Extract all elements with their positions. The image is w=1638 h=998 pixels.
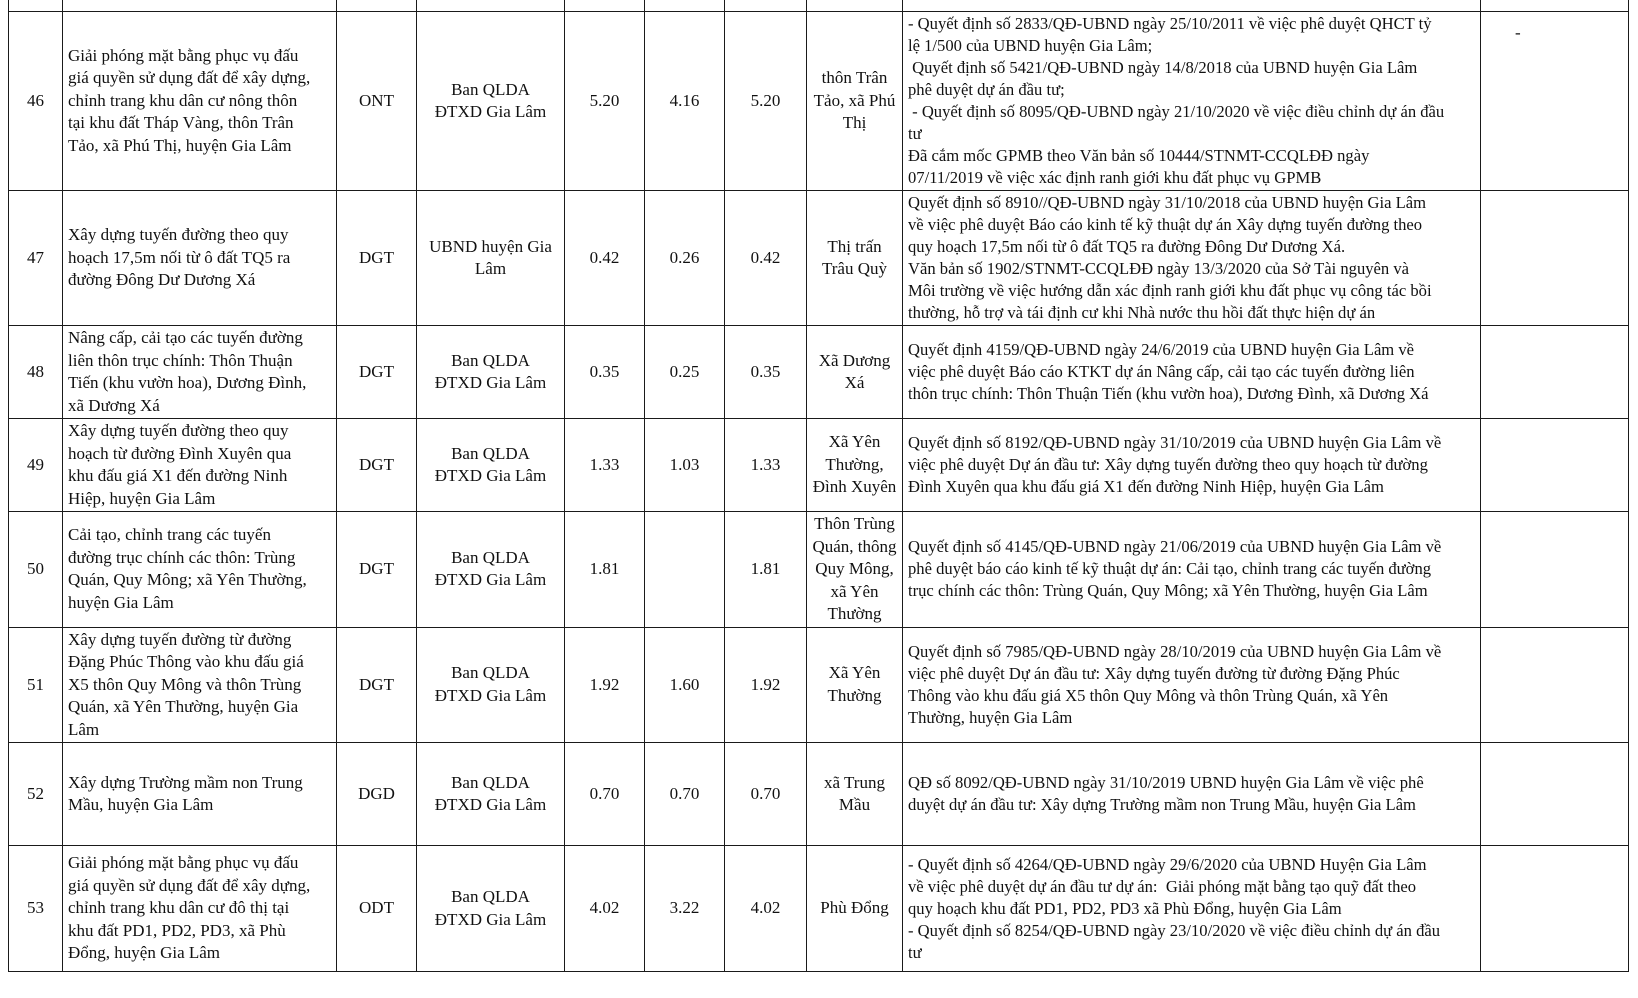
project-name-line: Quán, xã Yên Thường, huyện Gia <box>68 697 299 716</box>
location <box>807 846 903 972</box>
location <box>807 419 903 512</box>
area-total: 1.92 <box>565 627 645 743</box>
location-line: Xã Dương <box>818 350 891 370</box>
area-land <box>725 0 807 12</box>
legal-basis-line: Đình Xuyên qua khu đấu giá X1 đến đường Ninh Hiệp, huyện Gia Lâm <box>908 477 1384 496</box>
land-use-code: DGT <box>337 326 417 419</box>
legal-basis <box>903 743 1481 846</box>
location <box>807 0 903 12</box>
investor-line: ĐTXD Gia Lâm <box>434 685 547 705</box>
investor-line: ĐTXD Gia Lâm <box>434 102 547 121</box>
table-row <box>9 419 1629 512</box>
project-name-line: Đặng Phúc Thông vào khu đấu giá <box>68 652 304 671</box>
project-name-line: hoạch từ đường Đình Xuyên qua <box>68 443 292 463</box>
note <box>1481 512 1629 628</box>
document-page <box>8 0 1628 972</box>
area-total: 5.20 <box>565 12 645 191</box>
area-mid: 1.60 <box>645 627 725 743</box>
area-land: 0.70 <box>725 743 807 846</box>
area-mid <box>645 512 725 628</box>
project-name-line: Xây dựng tuyến đường theo quy <box>68 421 289 440</box>
investor <box>417 419 565 512</box>
legal-basis-line: quy hoạch 17,5m nối từ ô đất TQ5 ra đường Đông Dư Dương Xá. <box>908 237 1346 256</box>
legal-basis-line: - Quyết định số 4264/QĐ-UBND ngày 29/6/2020 của UBND Huyện Gia Lâm <box>908 854 1427 874</box>
location-line: Phù Đổng <box>820 898 889 918</box>
investor-line: ĐTXD Gia Lâm <box>434 466 547 485</box>
project-name-line: Xây dựng tuyến đường theo quy <box>68 225 289 245</box>
table-row <box>9 12 1629 191</box>
location-line: xã Yên <box>830 581 879 601</box>
project-name-line: Xây dựng tuyến đường từ đường <box>68 629 292 649</box>
area-mid: 0.26 <box>645 191 725 326</box>
project-name-line: Hiệp, huyện Gia Lâm <box>68 488 216 508</box>
area-total: 0.42 <box>565 191 645 326</box>
project-name <box>63 191 337 326</box>
location-line: Tảo, xã Phú <box>813 90 896 110</box>
legal-basis <box>903 326 1481 419</box>
legal-basis-line: việc phê duyệt Báo cáo KTKT dự án Nâng cấp, cải tạo các tuyến đường liên <box>908 362 1415 381</box>
investor <box>417 846 565 972</box>
note: - <box>1481 12 1629 191</box>
location <box>807 191 903 326</box>
project-name <box>63 512 337 628</box>
project-name <box>63 846 337 972</box>
legal-basis-line: về việc phê duyệt Báo cáo kinh tế kỹ thuật dự án Xây dựng tuyến đường theo <box>908 215 1423 234</box>
legal-basis-line: Quyết định 4159/QĐ-UBND ngày 24/6/2019 của UBND huyện Gia Lâm về <box>908 340 1415 359</box>
project-name <box>63 0 337 12</box>
investor <box>417 191 565 326</box>
area-total <box>565 0 645 12</box>
legal-basis <box>903 846 1481 972</box>
project-name <box>63 326 337 419</box>
investor-line: ĐTXD Gia Lâm <box>434 570 547 590</box>
location-line: Thị trấn <box>827 236 882 256</box>
area-total: 4.02 <box>565 846 645 972</box>
location-line: xã Trung <box>824 772 885 792</box>
note <box>1481 627 1629 743</box>
land-use-code: DGT <box>337 191 417 326</box>
investor-line: ĐTXD Gia Lâm <box>434 795 547 814</box>
table-row <box>9 191 1629 326</box>
project-name-line: Tiến (khu vườn hoa), Dương Đình, <box>68 373 307 392</box>
investor <box>417 627 565 743</box>
area-total: 0.35 <box>565 326 645 419</box>
legal-basis-line: duyệt dự án đầu tư: Xây dựng Trường mầm non Trung Mầu, huyện Gia Lâm <box>908 795 1416 814</box>
row-number: 47 <box>9 191 63 326</box>
legal-basis <box>903 191 1481 326</box>
project-name-line: liên thôn trục chính: Thôn Thuận <box>68 350 293 370</box>
project-name-line: Đổng, huyện Gia Lâm <box>68 943 221 963</box>
location-line: thôn Trân <box>821 68 888 88</box>
legal-basis-line: lệ 1/500 của UBND huyện Gia Lâm; <box>908 36 1153 55</box>
row-number: 50 <box>9 512 63 628</box>
legal-basis-line: 07/11/2019 về việc xác định ranh giới khu đất phục vụ GPMB <box>908 168 1322 187</box>
project-table <box>8 0 1629 972</box>
project-name-line: chỉnh trang khu dân cư đô thị tại <box>68 898 290 918</box>
area-mid: 0.70 <box>645 743 725 846</box>
table-row <box>9 326 1629 419</box>
investor-line: UBND huyện Gia <box>429 236 552 256</box>
legal-basis-line: - Quyết định số 2833/QĐ-UBND ngày 25/10/2011 về việc phê duyệt QHCT tỷ <box>908 14 1432 33</box>
land-use-code: DGD <box>337 743 417 846</box>
area-total: 0.70 <box>565 743 645 846</box>
legal-basis <box>903 419 1481 512</box>
row-number: 49 <box>9 419 63 512</box>
land-use-code: ONT <box>337 12 417 191</box>
table-row <box>9 846 1629 972</box>
area-mid: 1.03 <box>645 419 725 512</box>
location-line: Xã Yên <box>828 663 881 683</box>
location-line: Thôn Trùng <box>814 514 895 533</box>
note <box>1481 191 1629 326</box>
project-name-line: Cải tạo, chỉnh trang các tuyến <box>68 525 271 545</box>
project-name-line: xã Dương Xá <box>68 395 160 415</box>
investor <box>417 743 565 846</box>
location <box>807 326 903 419</box>
project-name <box>63 419 337 512</box>
investor-line: Ban QLDA <box>451 350 530 370</box>
area-total: 1.33 <box>565 419 645 512</box>
project-name <box>63 627 337 743</box>
area-mid <box>645 0 725 12</box>
project-name-line: Nâng cấp, cải tạo các tuyến đường <box>68 328 303 347</box>
area-land: 5.20 <box>725 12 807 191</box>
row-number: 51 <box>9 627 63 743</box>
legal-basis-line: Thông vào khu đấu giá X5 thôn Quy Mông và thôn Trùng Quán, xã Yên <box>908 685 1389 705</box>
project-name-line: huyện Gia Lâm <box>68 592 174 612</box>
row-number: 46 <box>9 12 63 191</box>
project-name-line: giá quyền sử dụng đất để xây dựng, <box>68 68 311 88</box>
area-land: 0.42 <box>725 191 807 326</box>
note <box>1481 743 1629 846</box>
table-body <box>9 0 1629 972</box>
investor-line: Ban QLDA <box>451 663 530 683</box>
project-name-line: Giải phóng mặt bằng phục vụ đấu <box>68 853 299 873</box>
project-name-line: Quán, Quy Mông; xã Yên Thường, <box>68 570 307 590</box>
legal-basis-line: Môi trường về việc hướng dẫn xác định ranh giới khu đất phục vụ công tác bồi <box>908 281 1432 300</box>
legal-basis-line: việc phê duyệt Dự án đầu tư: Xây dựng tuyến đường từ đường Đặng Phúc <box>908 663 1400 683</box>
area-mid: 4.16 <box>645 12 725 191</box>
location-line: Quán, thông <box>812 536 897 556</box>
project-name-line: Mầu, huyện Gia Lâm <box>68 795 214 814</box>
location-line: Đình Xuyên <box>812 477 897 497</box>
legal-basis-line: về việc phê duyệt dự án đầu tư dự án: Giải phóng mặt bằng tạo quỹ đất theo <box>908 876 1417 896</box>
area-land: 1.33 <box>725 419 807 512</box>
investor <box>417 326 565 419</box>
investor-line: ĐTXD Gia Lâm <box>434 373 547 392</box>
legal-basis-line: Quyết định số 7985/QĐ-UBND ngày 28/10/2019 của UBND huyện Gia Lâm về <box>908 641 1442 661</box>
investor-line: Ban QLDA <box>451 772 530 792</box>
note <box>1481 846 1629 972</box>
table-row <box>9 743 1629 846</box>
legal-basis-line: quy hoạch khu đất PD1, PD2, PD3 xã Phù Đổng, huyện Gia Lâm <box>908 898 1342 918</box>
area-land: 1.81 <box>725 512 807 628</box>
legal-basis-line: Quyết định số 5421/QĐ-UBND ngày 14/8/2018 của UBND huyện Gia Lâm <box>908 58 1418 77</box>
legal-basis-line: việc phê duyệt Dự án đầu tư: Xây dựng tuyến đường theo quy hoạch từ đường <box>908 455 1428 474</box>
area-mid: 3.22 <box>645 846 725 972</box>
investor-line: Ban QLDA <box>451 79 530 99</box>
legal-basis <box>903 12 1481 191</box>
location-line: Trâu Quỳ <box>821 259 888 278</box>
legal-basis-line: - Quyết định số 8254/QĐ-UBND ngày 23/10/2020 về việc điều chỉnh dự án đầu <box>908 920 1441 940</box>
project-name-line: X5 thôn Quy Mông và thôn Trùng <box>68 674 302 694</box>
legal-basis-line: phê duyệt dự án đầu tư; <box>908 80 1065 99</box>
legal-basis-line: thôn trục chính: Thôn Thuận Tiến (khu vườn hoa), Dương Đình, xã Dương Xá <box>908 384 1429 403</box>
project-name <box>63 12 337 191</box>
row-number <box>9 0 63 12</box>
location-line: Thường <box>827 604 882 623</box>
location-line: Xã Yên <box>828 432 881 452</box>
land-use-code: DGT <box>337 512 417 628</box>
land-use-code <box>337 0 417 12</box>
project-name-line: giá quyền sử dụng đất để xây dựng, <box>68 875 311 895</box>
location-line: Thường <box>827 685 882 705</box>
investor-line: Ban QLDA <box>451 887 530 906</box>
location <box>807 12 903 191</box>
location-line: Mầu <box>838 795 871 814</box>
land-use-code: ODT <box>337 846 417 972</box>
legal-basis <box>903 627 1481 743</box>
note <box>1481 326 1629 419</box>
note <box>1481 419 1629 512</box>
note <box>1481 0 1629 12</box>
table-row <box>9 512 1629 628</box>
investor <box>417 12 565 191</box>
project-name-line: chỉnh trang khu dân cư nông thôn <box>68 90 298 110</box>
investor-line: Ban QLDA <box>451 547 530 567</box>
investor-line: Ban QLDA <box>451 443 530 463</box>
legal-basis-line: QĐ số 8092/QĐ-UBND ngày 31/10/2019 UBND huyện Gia Lâm về việc phê <box>908 773 1424 792</box>
table-row <box>9 0 1629 12</box>
location-line: Thị <box>842 113 867 133</box>
location <box>807 627 903 743</box>
investor <box>417 512 565 628</box>
legal-basis-line: thường, hỗ trợ và tái định cư khi Nhà nước thu hồi đất thực hiện dự án <box>908 303 1376 322</box>
legal-basis-line: - Quyết định số 8095/QĐ-UBND ngày 21/10/2020 về việc điều chỉnh dự án đầu <box>908 102 1445 121</box>
project-name-line: hoạch 17,5m nối từ ô đất TQ5 ra <box>68 247 291 267</box>
legal-basis <box>903 0 1481 12</box>
project-name-line: khu đấu giá X1 đến đường Ninh <box>68 466 288 485</box>
project-name-line: Lâm <box>68 719 100 739</box>
land-use-code: DGT <box>337 419 417 512</box>
legal-basis-line: phê duyệt báo cáo kinh tế kỹ thuật dự án: Cải tạo, chỉnh trang các tuyến đường <box>908 559 1432 579</box>
investor-line: ĐTXD Gia Lâm <box>434 909 547 929</box>
legal-basis-line: Quyết định số 8910//QĐ-UBND ngày 31/10/2018 của UBND huyện Gia Lâm <box>908 193 1427 212</box>
legal-basis-line: Văn bản số 1902/STNMT-CCQLĐĐ ngày 13/3/2020 của Sở Tài nguyên và <box>908 259 1410 278</box>
location <box>807 512 903 628</box>
area-total: 1.81 <box>565 512 645 628</box>
row-number: 53 <box>9 846 63 972</box>
location-line: Xá <box>844 373 865 392</box>
row-number: 52 <box>9 743 63 846</box>
project-name-line: Xây dựng Trường mầm non Trung <box>68 772 303 792</box>
land-use-code: DGT <box>337 627 417 743</box>
legal-basis-line: Thường, huyện Gia Lâm <box>908 707 1073 727</box>
project-name-line: đường Đông Dư Dương Xá <box>68 270 256 290</box>
area-land: 1.92 <box>725 627 807 743</box>
area-land: 4.02 <box>725 846 807 972</box>
location <box>807 743 903 846</box>
legal-basis-line: trục chính các thôn: Trùng Quán, Quy Mông; xã Yên Thường, huyện Gia Lâm <box>908 581 1428 601</box>
legal-basis-line: Quyết định số 8192/QĐ-UBND ngày 31/10/2019 của UBND huyện Gia Lâm về <box>908 433 1442 452</box>
project-name-line: khu đất PD1, PD2, PD3, xã Phù <box>68 920 286 940</box>
project-name-line: Tảo, xã Phú Thị, huyện Gia Lâm <box>68 135 292 155</box>
location-line: Quy Mông, <box>815 559 894 578</box>
area-mid: 0.25 <box>645 326 725 419</box>
row-number: 48 <box>9 326 63 419</box>
legal-basis-line: Đã cắm mốc GPMB theo Văn bản số 10444/STNMT-CCQLĐĐ ngày <box>908 146 1370 165</box>
location-line: Thường, <box>825 454 884 474</box>
project-name-line: tại khu đất Tháp Vàng, thôn Trân <box>68 113 294 133</box>
investor <box>417 0 565 12</box>
area-land: 0.35 <box>725 326 807 419</box>
project-name <box>63 743 337 846</box>
project-name-line: đường trục chính các thôn: Trùng <box>68 547 296 567</box>
investor-line: Lâm <box>474 259 507 278</box>
legal-basis-line: tư <box>908 942 922 962</box>
legal-basis-line: tư <box>908 124 922 143</box>
project-name-line: Giải phóng mặt bằng phục vụ đấu <box>68 45 299 65</box>
table-row <box>9 627 1629 743</box>
legal-basis-line: Quyết định số 4145/QĐ-UBND ngày 21/06/2019 của UBND huyện Gia Lâm về <box>908 537 1442 557</box>
legal-basis <box>903 512 1481 628</box>
